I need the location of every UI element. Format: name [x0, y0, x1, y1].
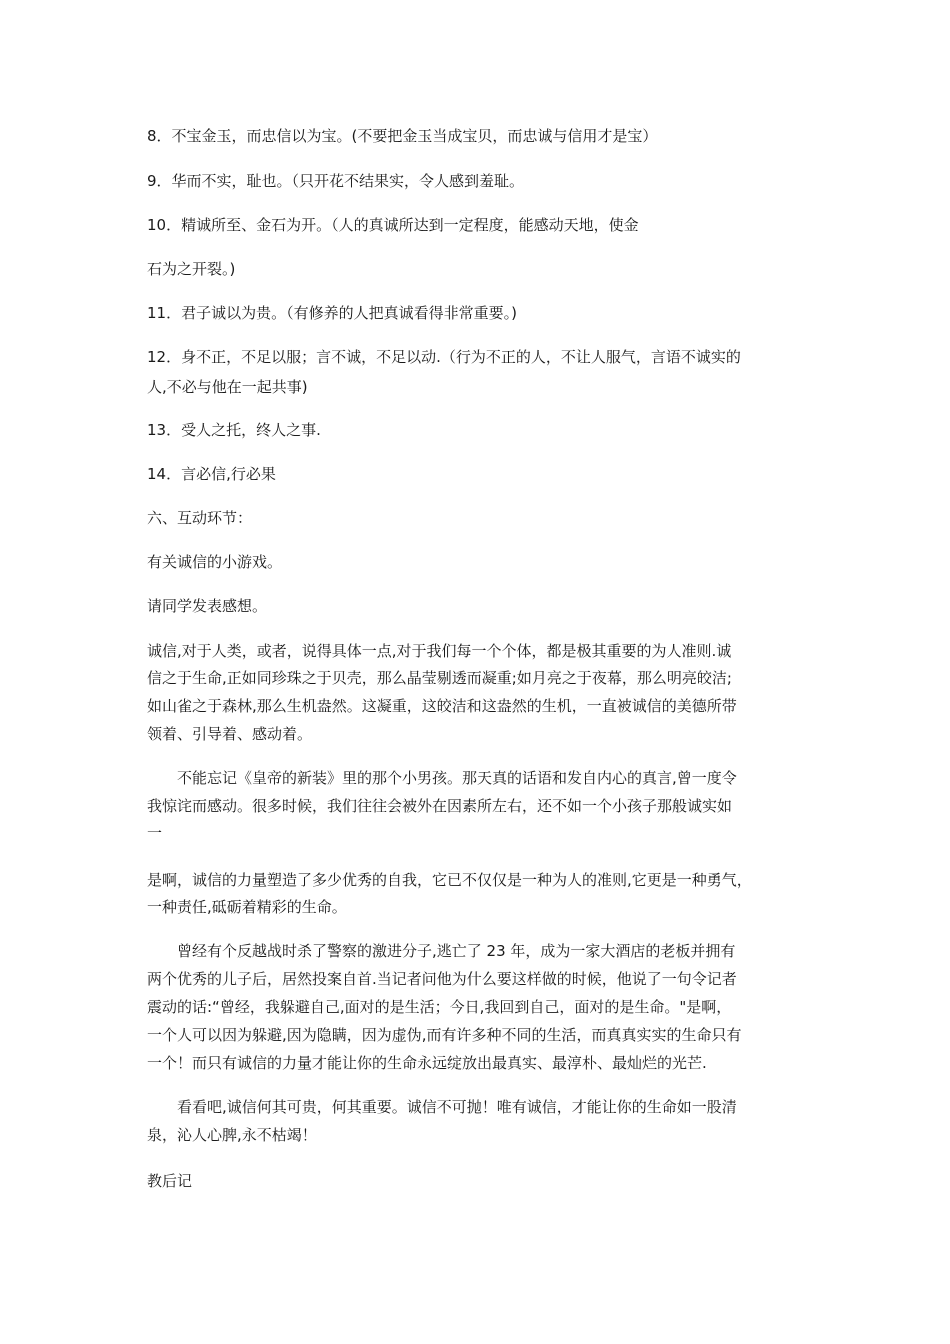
para-5-line-1: 看看吧,诚信何其可贵，何其重要。诚信不可抛！唯有诚信，才能让你的生命如一股清	[147, 1098, 737, 1116]
para-4-line-2: 两个优秀的儿子后，居然投案自首.当记者问他为什么要这样做的时候，他说了一句令记者	[147, 970, 737, 988]
para-1-line-2: 信之于生命,正如同珍珠之于贝壳，那么晶莹剔透而凝重;如月亮之于夜幕，那么明亮皎洁;	[147, 669, 732, 687]
para-2-line-1: 不能忘记《皇帝的新装》里的那个小男孩。那天真的话语和发自内心的真言,曾一度令	[147, 769, 737, 787]
section-heading: 六、互动环节：	[147, 509, 253, 527]
quote-13: 13．受人之托，终人之事.	[147, 421, 321, 439]
footer-heading: 教后记	[147, 1172, 193, 1190]
para-2-line-3: 一	[147, 824, 163, 842]
para-4-line-4: 一个人可以因为躲避,因为隐瞒，因为虚伪,而有许多种不同的生活，而真真实实的生命只有	[147, 1026, 742, 1044]
para-1-line-4: 领着、引导着、感动着。	[147, 725, 313, 743]
para-4-line-3: 震动的话:“曾经，我躲避自己,面对的是生活；今日,我回到自己，面对的是生命。"是啊，	[147, 998, 732, 1016]
quote-14: 14．言必信,行必果	[147, 465, 276, 483]
para-4-line-1: 曾经有个反越战时杀了警察的激进分子,逃亡了 23 年，成为一家大酒店的老板并拥有	[147, 942, 736, 960]
para-3-line-1: 是啊，诚信的力量塑造了多少优秀的自我，它已不仅仅是一种为人的准则,它更是一种勇气，	[147, 871, 752, 889]
para-3-line-2: 一种责任,砥砺着精彩的生命。	[147, 898, 347, 916]
para-1-line-1: 诚信,对于人类，或者，说得具体一点,对于我们每一个个体，都是极其重要的为人准则.诚	[147, 642, 732, 660]
activity-game: 有关诚信的小游戏。	[147, 553, 283, 571]
quote-11: 11．君子诚以为贵。（有修养的人把真诚看得非常重要。)	[147, 304, 517, 322]
quote-9: 9．华而不实，耻也。（只开花不结果实，令人感到羞耻。	[147, 172, 525, 190]
activity-reflection: 请同学发表感想。	[147, 597, 268, 615]
para-1-line-3: 如山雀之于森林,那么生机盎然。这凝重，这皎洁和这盎然的生机，一直被诚信的美德所带	[147, 697, 737, 715]
para-4-line-5: 一个！而只有诚信的力量才能让你的生命永远绽放出最真实、最淳朴、最灿烂的光芒.	[147, 1054, 707, 1072]
quote-12-line-2: 人,不必与他在一起共事)	[147, 378, 308, 396]
quote-10-line-1: 10．精诚所至、金石为开。（人的真诚所达到一定程度，能感动天地，使金	[147, 216, 639, 234]
quote-10-line-2: 石为之开裂。)	[147, 260, 236, 278]
quote-8: 8．不宝金玉，而忠信以为宝。(不要把金玉当成宝贝，而忠诚与信用才是宝）	[147, 127, 658, 145]
quote-12-line-1: 12．身不正，不足以服；言不诚，不足以动.（行为不正的人，不让人服气，言语不诚实的	[147, 348, 741, 366]
para-5-line-2: 泉，沁人心脾,永不枯竭！	[147, 1126, 317, 1144]
para-2-line-2: 我惊诧而感动。很多时候，我们往往会被外在因素所左右，还不如一个小孩子那般诚实如	[147, 797, 733, 815]
